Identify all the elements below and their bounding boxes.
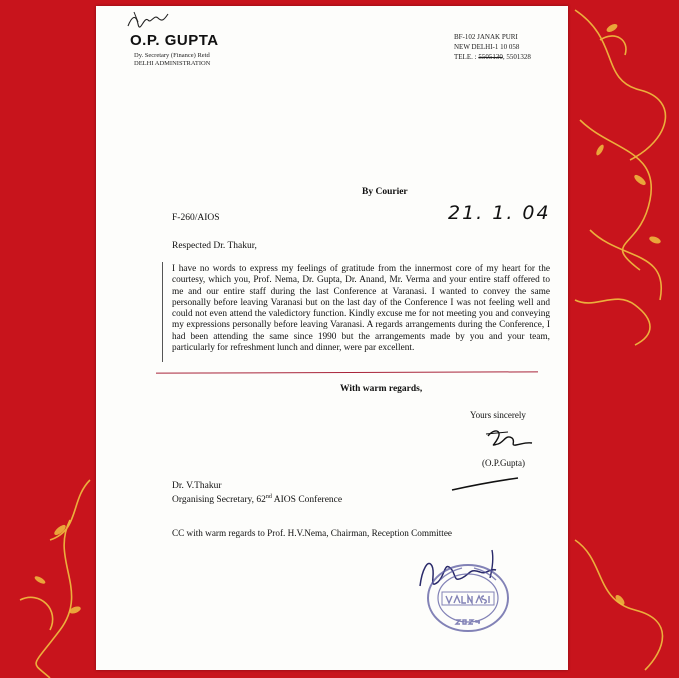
- address-line-1: BF-102 JANAK PURI: [454, 33, 518, 41]
- salutation: Respected Dr. Thakur,: [172, 241, 257, 251]
- letter-page: [96, 6, 568, 670]
- office-line: DELHI ADMINISTRATION: [134, 60, 211, 67]
- tel-old-number: 5505130: [478, 53, 503, 61]
- red-underline: [156, 371, 538, 373]
- telephone: [454, 52, 531, 62]
- conference-stamp: [426, 562, 510, 634]
- pen-stroke: [450, 476, 520, 492]
- handwritten-date: 21. 1. 04: [448, 202, 551, 224]
- address-line-2: NEW DELHI-1 10 058: [454, 43, 520, 51]
- signatory-name: (O.P.Gupta): [482, 458, 525, 468]
- margin-bracket: [162, 262, 169, 362]
- initials-scribble: [126, 10, 172, 32]
- letter-body: I have no words to express my feelings of gratitude from the innermost core of my heart for the courtesy, which you, Prof. Nema, Dr. Gupta, Dr. Anand, Mr. Verma and your entire staff offered to me and our entire staff during the last Conference at Varanasi. I wanted to convey the same personally before leaving Varanasi but on the last day of the Conference I was not feeling well and could not even attend the valedictory function. Kindly excuse me for not meeting you and conveying my expressions personally before leaving Varanasi. A regards arrangements during the Conference, I had been attending the same since 1990 but the arrangements made by you and your team, particularly for refreshment lunch and dinner, were par excellent.: [172, 264, 550, 354]
- ordinal-suffix: nd: [265, 494, 272, 500]
- recipient-title: [172, 494, 342, 505]
- recipient-title-rest: AIOS Conference: [271, 495, 343, 506]
- delivery-method: By Courier: [362, 187, 408, 197]
- letterhead-designation: [134, 52, 210, 68]
- letterhead-name: O.P. GUPTA: [130, 32, 219, 49]
- tel-new-number: , 5501328: [502, 53, 531, 61]
- closing-line: With warm regards,: [340, 384, 423, 394]
- recipient-title-text: Organising Secretary, 62: [172, 495, 266, 506]
- designation-line: Dy. Secretary (Finance) Retd: [134, 52, 210, 59]
- sign-off: Yours sincerely: [470, 410, 526, 420]
- letterhead-address: [454, 32, 531, 62]
- tel-label: TELE. :: [454, 53, 477, 61]
- reference-number: F-260/AIOS: [172, 213, 220, 223]
- cc-line: CC with warm regards to Prof. H.V.Nema, Chairman, Reception Committee: [172, 528, 452, 538]
- signature: [484, 424, 540, 454]
- recipient-name: Dr. V.Thakur: [172, 481, 222, 491]
